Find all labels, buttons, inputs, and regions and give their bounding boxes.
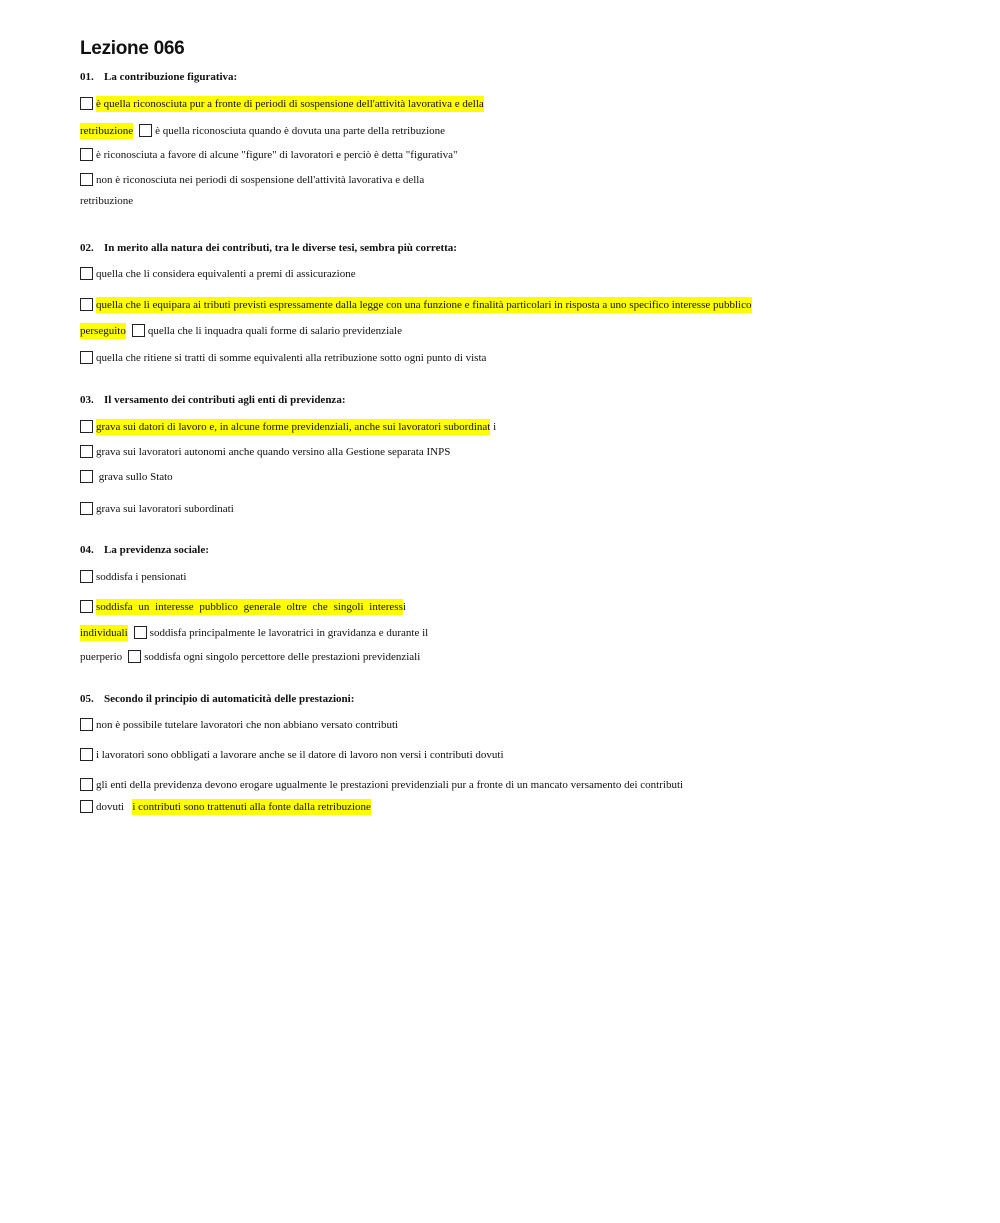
answer-text: i (493, 421, 497, 433)
answer-text-highlighted: retribuzione (80, 125, 134, 137)
answer-checkbox[interactable] (80, 718, 93, 731)
answer-row (80, 470, 173, 484)
answer-checkbox[interactable] (80, 570, 93, 583)
answer-checkbox[interactable] (80, 600, 93, 613)
answer-row (80, 351, 486, 365)
answer-row (80, 124, 445, 138)
answer-text: gli enti della previdenza devono erogare ugualmente le prestazioni previdenziali pur a fronte di un mancato versamento dei contributi (96, 779, 684, 791)
question-5 (80, 693, 354, 705)
answer-checkbox[interactable] (132, 324, 145, 337)
answer-row (80, 148, 458, 162)
answer-checkbox[interactable] (128, 650, 141, 663)
answer-row (80, 570, 186, 584)
answer-text: è riconosciuta a favore di alcune "figure" di lavoratori e perciò è detta "figurativa" (96, 149, 458, 161)
answer-checkbox[interactable] (80, 97, 93, 110)
answer-text-highlighted: è quella riconosciuta pur a fronte di periodi di sospensione dell'attività lavorativa e della (96, 98, 484, 110)
answer-text: retribuzione (80, 195, 134, 207)
question-4 (80, 544, 209, 556)
answer-row (80, 502, 234, 516)
answer-text-highlighted: grava sui datori di lavoro e, in alcune forme previdenziali, anche sui lavoratori subordinat (96, 421, 491, 433)
question-text: Secondo il principio di automaticità delle prestazioni: (104, 693, 355, 705)
question-3 (80, 394, 345, 406)
answer-text-highlighted: soddisfa un interesse pubblico generale oltre che singoli interess (96, 601, 403, 613)
answer-checkbox[interactable] (80, 445, 93, 458)
answer-row (80, 173, 424, 187)
answer-checkbox[interactable] (80, 502, 93, 515)
answer-text-highlighted: quella che li equipara ai tributi previsti espressamente dalla legge con una funzione e finalità particolari in risposta a uno specifico interesse pubblico (96, 299, 752, 311)
answer-text: grava sui lavoratori autonomi anche quando versino alla Gestione separata INPS (96, 446, 451, 458)
answer-text: non è riconosciuta nei periodi di sospensione dell'attività lavorativa e della (96, 174, 425, 186)
answer-checkbox[interactable] (139, 124, 152, 137)
answer-text: puerperio (80, 651, 123, 663)
answer-row (80, 718, 398, 732)
answer-checkbox[interactable] (80, 470, 93, 483)
answer-row (80, 267, 356, 281)
answer-text: quella che li inquadra quali forme di salario previdenziale (147, 325, 402, 337)
answer-text-highlighted: individuali (80, 627, 128, 639)
answer-row (80, 800, 371, 814)
answer-text: soddisfa principalmente le lavoratrici in gravidanza e durante il (149, 627, 429, 639)
question-number: 02. (80, 242, 94, 254)
answer-checkbox[interactable] (80, 351, 93, 364)
question-text: La previdenza sociale: (104, 544, 209, 556)
question-text: In merito alla natura dei contributi, tra le diverse tesi, sembra più corretta: (104, 242, 457, 254)
answer-text: è quella riconosciuta quando è dovuta una parte della retribuzione (155, 125, 446, 137)
question-number: 03. (80, 394, 94, 406)
answer-row (80, 650, 420, 664)
answer-row (80, 298, 752, 312)
answer-checkbox[interactable] (134, 626, 147, 639)
answer-text: grava sui lavoratori subordinati (96, 503, 234, 515)
question-1 (80, 71, 237, 83)
answer-row (80, 324, 402, 338)
question-number: 05. (80, 693, 94, 705)
answer-text: grava sullo Stato (98, 471, 173, 483)
question-number: 01. (80, 71, 94, 83)
answer-checkbox[interactable] (80, 173, 93, 186)
question-2 (80, 242, 457, 254)
question-text: Il versamento dei contributi agli enti di previdenza: (104, 394, 346, 406)
answer-text: quella che li considera equivalenti a premi di assicurazione (96, 268, 356, 280)
answer-row (80, 778, 683, 792)
page-title: Lezione 066 (80, 38, 185, 59)
question-text: La contribuzione figurativa: (104, 71, 238, 83)
answer-checkbox[interactable] (80, 748, 93, 761)
answer-text-highlighted: i contributi sono trattenuti alla fonte dalla retribuzione (132, 801, 371, 813)
answer-text: i (402, 601, 406, 613)
answer-text: soddisfa i pensionati (96, 571, 187, 583)
answer-checkbox[interactable] (80, 148, 93, 161)
answer-row (80, 194, 133, 208)
answer-row (80, 420, 496, 434)
answer-text: dovuti (96, 801, 125, 813)
answer-row (80, 97, 484, 111)
answer-checkbox[interactable] (80, 800, 93, 813)
answer-row (80, 445, 450, 459)
answer-checkbox[interactable] (80, 267, 93, 280)
answer-row (80, 600, 406, 614)
answer-text: quella che ritiene si tratti di somme equivalenti alla retribuzione sotto ogni punto di vista (96, 352, 487, 364)
answer-checkbox[interactable] (80, 298, 93, 311)
answer-text: non è possibile tutelare lavoratori che non abbiano versato contributi (96, 719, 399, 731)
answer-checkbox[interactable] (80, 778, 93, 791)
answer-text-highlighted: perseguito (80, 325, 126, 337)
question-number: 04. (80, 544, 94, 556)
answer-row (80, 748, 504, 762)
answer-checkbox[interactable] (80, 420, 93, 433)
answer-text: soddisfa ogni singolo percettore delle prestazioni previdenziali (144, 651, 421, 663)
answer-row (80, 626, 428, 640)
answer-text: i lavoratori sono obbligati a lavorare anche se il datore di lavoro non versi i contributi dovuti (96, 749, 504, 761)
